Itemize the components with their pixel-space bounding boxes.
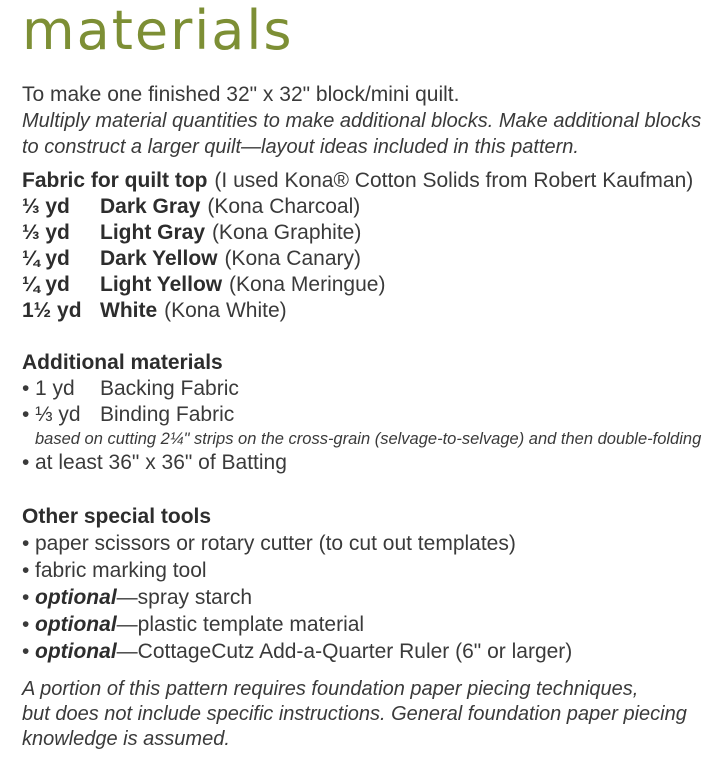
foundation-piecing-note xyxy=(22,677,706,752)
bullet-icon: • xyxy=(22,451,30,474)
fabric-qty: ⅓ yd xyxy=(22,195,70,218)
fabric-row xyxy=(22,272,706,298)
tool-text-rest: —CottageCutz Add-a-Quarter Ruler (6" or larger) xyxy=(116,640,573,663)
bullet-icon: • xyxy=(22,559,30,582)
fabric-name: Dark Gray xyxy=(100,195,201,218)
fabric-row xyxy=(22,220,706,246)
optional-label: optional xyxy=(35,640,117,663)
fabric-name: Dark Yellow xyxy=(100,247,218,270)
footer-line-2: but does not include specific instructions. General foundation paper piecing xyxy=(22,703,687,725)
batting-text: at least 36" x 36" of Batting xyxy=(35,451,287,474)
intro-paragraph xyxy=(22,82,706,160)
tool-text xyxy=(35,638,706,665)
additional-name: Binding Fabric xyxy=(100,403,235,426)
additional-name: Backing Fabric xyxy=(100,377,239,400)
fabric-detail: (Kona Meringue) xyxy=(229,273,386,296)
fabric-name-cell xyxy=(100,298,706,324)
additional-qty: ⅓ yd xyxy=(35,403,81,426)
intro-line-1: To make one finished 32" x 32" block/mini quilt. xyxy=(22,83,460,106)
fabric-detail: (Kona Canary) xyxy=(224,247,361,270)
tool-text xyxy=(35,611,706,638)
bullet-icon: • xyxy=(22,377,30,400)
bullet-icon: • xyxy=(22,640,30,663)
additional-section-heading: Additional materials xyxy=(22,351,223,374)
special-tools-section xyxy=(22,504,706,665)
binding-note: based on cutting 2¼" strips on the cross-grain (selvage-to-selvage) and then double-folding xyxy=(35,430,702,448)
fabric-qty: 1½ yd xyxy=(22,299,82,322)
tool-item-row xyxy=(22,638,706,665)
fabric-row xyxy=(22,246,706,272)
bullet-icon: • xyxy=(22,586,30,609)
fabric-section xyxy=(22,168,706,324)
fabric-row xyxy=(22,194,706,220)
tool-item-row xyxy=(22,557,706,584)
fabric-qty: ¼ yd xyxy=(22,273,70,296)
footer-line-1: A portion of this pattern requires foundation paper piecing techniques, xyxy=(22,678,639,700)
tool-item-row xyxy=(22,611,706,638)
fabric-heading-detail: (I used Kona® Cotton Solids from Robert Kaufman) xyxy=(214,169,694,192)
intro-italic-line-2: to construct a larger quilt—layout ideas included in this pattern. xyxy=(22,136,579,158)
tools-section-heading: Other special tools xyxy=(22,505,212,528)
bullet-icon: • xyxy=(22,532,30,555)
fabric-qty: ¼ yd xyxy=(22,247,70,270)
fabric-name: Light Yellow xyxy=(100,273,223,296)
bullet-icon: • xyxy=(22,613,30,636)
fabric-name-cell xyxy=(100,272,706,298)
fabric-heading-title: Fabric for quilt top xyxy=(22,169,208,192)
tool-item-row xyxy=(22,584,706,611)
tool-text-rest: —plastic template material xyxy=(116,613,365,636)
tool-text xyxy=(35,584,706,611)
fabric-detail: (Kona White) xyxy=(164,299,287,322)
optional-label: optional xyxy=(35,586,117,609)
fabric-name-cell xyxy=(100,220,706,246)
fabric-section-heading xyxy=(22,168,706,194)
intro-italic-line-1: Multiply material quantities to make additional blocks. Make additional blocks xyxy=(22,110,702,132)
fabric-name-cell xyxy=(100,246,706,272)
page-title: materials xyxy=(22,0,294,62)
tool-text: fabric marking tool xyxy=(35,559,207,582)
fabric-qty: ⅓ yd xyxy=(22,221,70,244)
batting-item-row xyxy=(22,450,706,476)
footer-line-3: knowledge is assumed. xyxy=(22,728,230,750)
tool-item-row xyxy=(22,530,706,557)
additional-item-row xyxy=(22,402,706,428)
additional-materials-section xyxy=(22,350,706,476)
additional-qty: 1 yd xyxy=(35,377,75,400)
additional-item-row xyxy=(22,376,706,402)
fabric-detail: (Kona Graphite) xyxy=(211,221,362,244)
tool-text-rest: —spray starch xyxy=(116,586,253,609)
tool-text: paper scissors or rotary cutter (to cut out templates) xyxy=(35,532,516,555)
bullet-icon: • xyxy=(22,403,30,426)
fabric-name: Light Gray xyxy=(100,221,206,244)
optional-label: optional xyxy=(35,613,117,636)
fabric-name: White xyxy=(100,299,158,322)
fabric-detail: (Kona Charcoal) xyxy=(207,195,361,218)
fabric-row xyxy=(22,298,706,324)
fabric-name-cell xyxy=(100,194,706,220)
